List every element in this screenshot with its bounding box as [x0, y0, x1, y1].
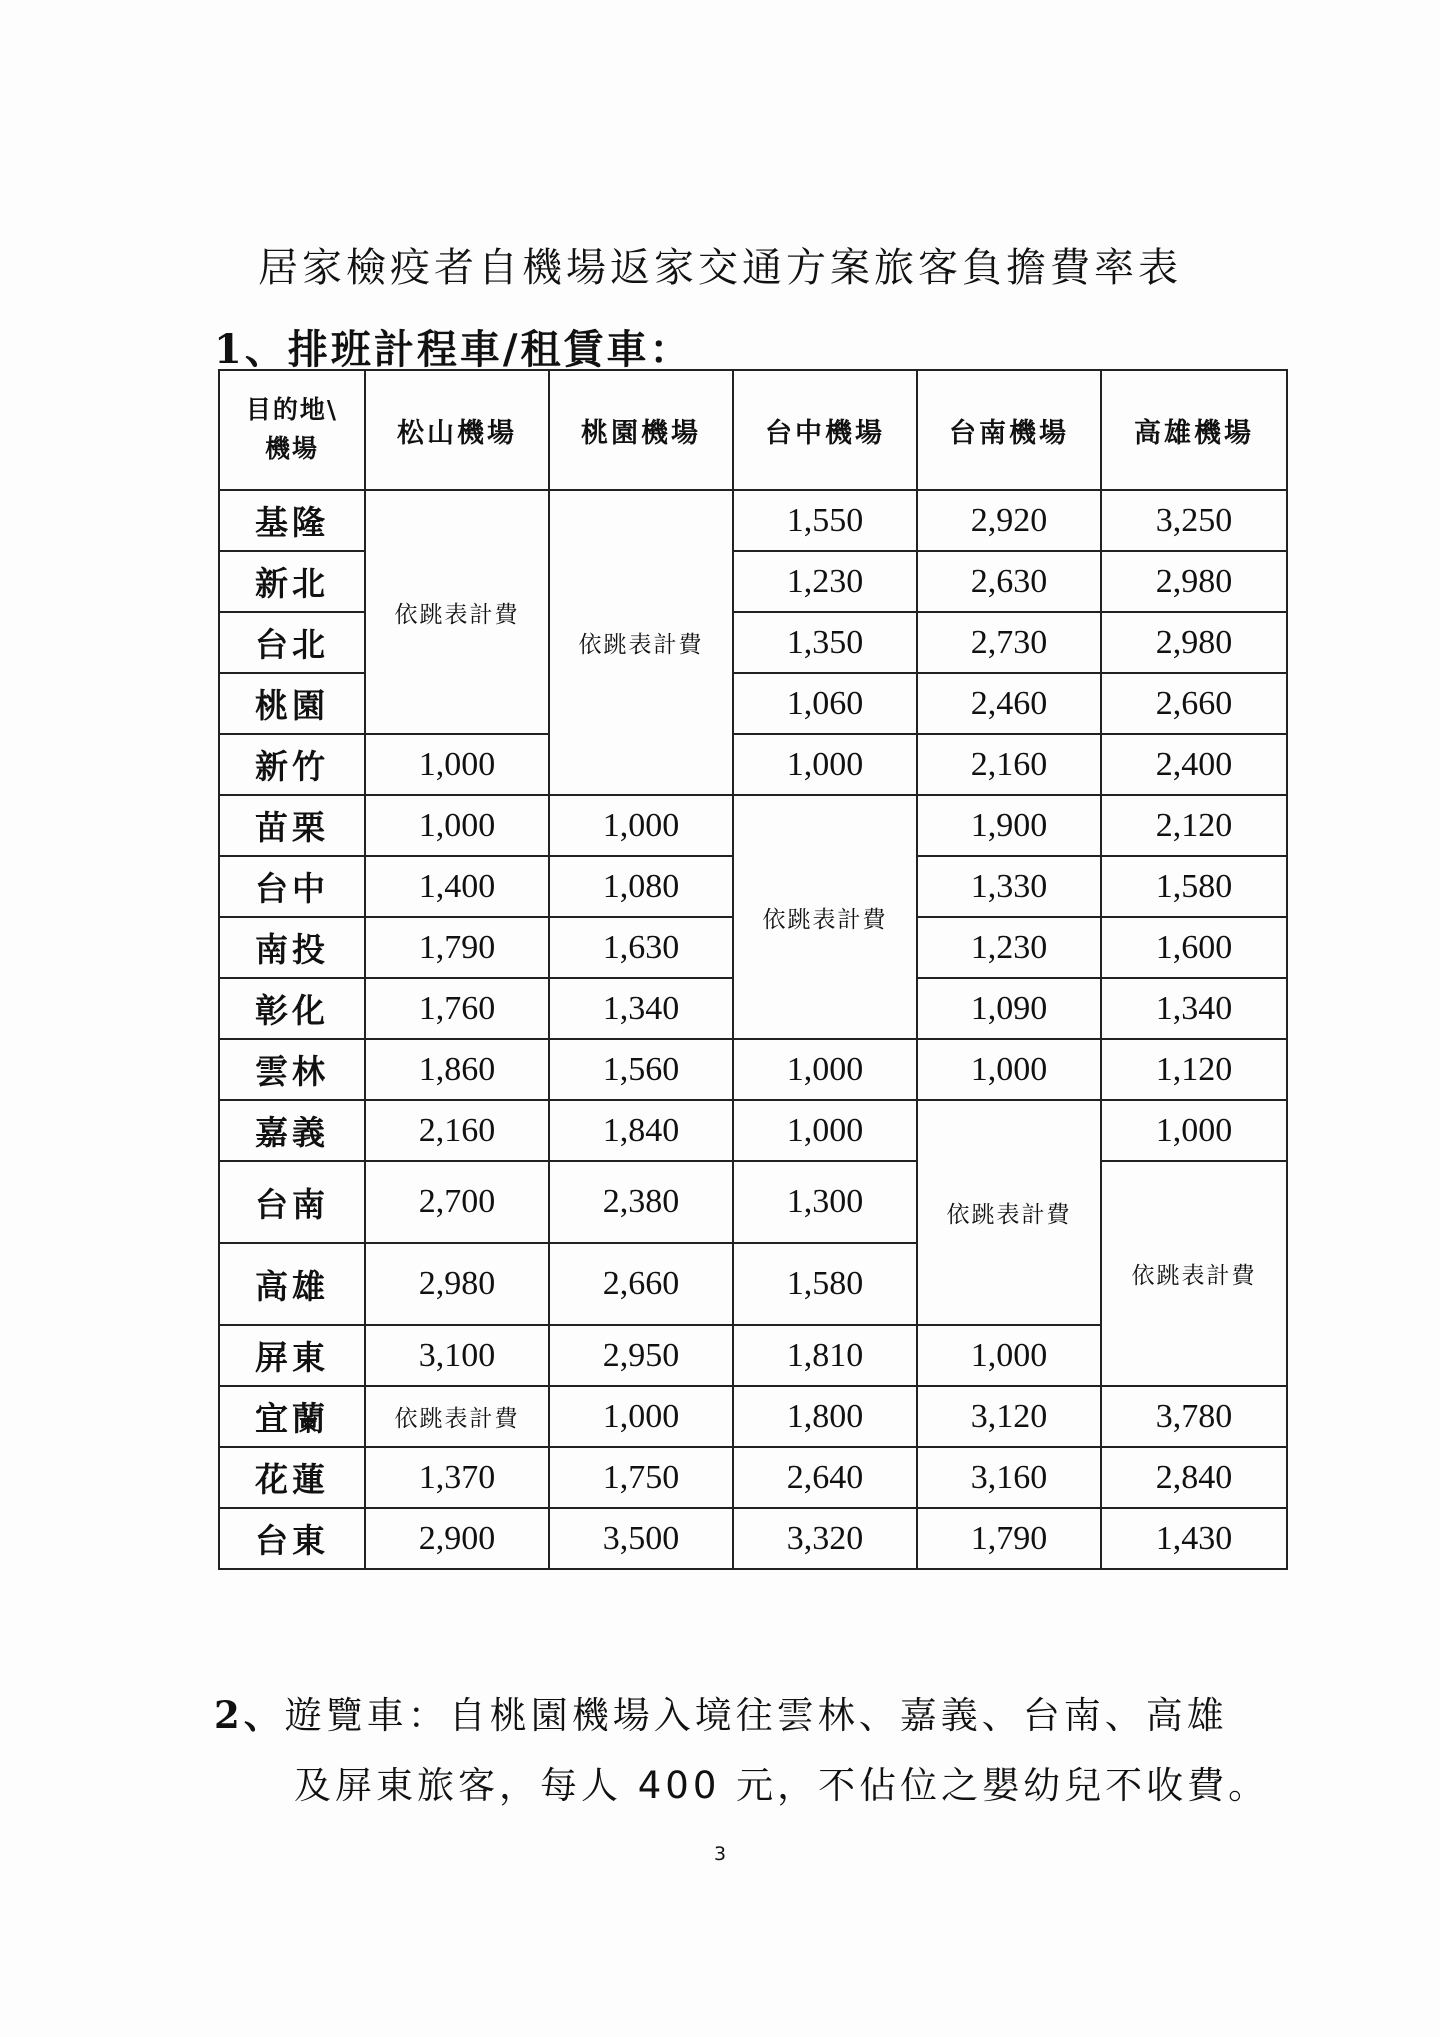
fare-cell: 2,380 [549, 1161, 733, 1243]
fare-cell: 1,750 [549, 1447, 733, 1508]
table-row [219, 1100, 1287, 1161]
destination-cell: 台東 [219, 1508, 365, 1569]
table-row [219, 1508, 1287, 1569]
fare-cell: 1,550 [733, 490, 917, 551]
fare-cell: 2,640 [733, 1447, 917, 1508]
section-1-heading: 1、排班計程車/租賃車： [214, 326, 693, 373]
destination-cell: 新北 [219, 551, 365, 612]
fare-cell: 2,160 [365, 1100, 549, 1161]
fare-cell: 2,660 [549, 1243, 733, 1325]
fare-cell: 1,790 [365, 917, 549, 978]
fare-cell: 1,860 [365, 1039, 549, 1100]
fare-cell: 1,760 [365, 978, 549, 1039]
section-2-note [214, 1680, 1314, 1821]
table-row [219, 734, 1287, 795]
fare-cell: 1,630 [549, 917, 733, 978]
fare-cell: 3,500 [549, 1508, 733, 1569]
meter-fare-cell: 依跳表計費 [917, 1100, 1101, 1325]
fare-cell: 2,980 [1101, 612, 1287, 673]
destination-cell: 台中 [219, 856, 365, 917]
fare-cell: 2,920 [917, 490, 1101, 551]
destination-cell: 台南 [219, 1161, 365, 1243]
section-2-line-1: 遊覽車：自桃園機場入境往雲林、嘉義、台南、高雄 [284, 1694, 1228, 1737]
destination-cell: 新竹 [219, 734, 365, 795]
fare-cell: 1,800 [733, 1386, 917, 1447]
destination-cell: 嘉義 [219, 1100, 365, 1161]
fare-cell: 1,600 [1101, 917, 1287, 978]
destination-cell: 基隆 [219, 490, 365, 551]
fare-cell: 1,430 [1101, 1508, 1287, 1569]
fare-cell: 1,300 [733, 1161, 917, 1243]
corner-label-airport: 機場 [264, 434, 319, 463]
destination-cell: 雲林 [219, 1039, 365, 1100]
fare-cell: 1,560 [549, 1039, 733, 1100]
destination-cell: 高雄 [219, 1243, 365, 1325]
destination-cell: 苗栗 [219, 795, 365, 856]
fare-cell: 2,460 [917, 673, 1101, 734]
fare-cell: 1,810 [733, 1325, 917, 1386]
fare-cell: 1,060 [733, 673, 917, 734]
fare-cell: 1,000 [917, 1325, 1101, 1386]
fare-cell: 3,120 [917, 1386, 1101, 1447]
meter-fare-cell: 依跳表計費 [365, 490, 549, 734]
destination-cell: 南投 [219, 917, 365, 978]
column-header-songshan: 松山機場 [365, 370, 549, 490]
fare-cell: 1,370 [365, 1447, 549, 1508]
corner-header [219, 370, 365, 490]
fare-cell: 1,000 [365, 795, 549, 856]
fare-cell: 1,090 [917, 978, 1101, 1039]
fare-cell: 1,340 [549, 978, 733, 1039]
fare-cell: 1,000 [733, 1100, 917, 1161]
fare-cell: 2,980 [365, 1243, 549, 1325]
section-2-line-2: 及屏東旅客，每人 400 元，不佔位之嬰幼兒不收費。 [294, 1764, 1270, 1807]
section-2-number: 2、 [214, 1693, 285, 1737]
fare-cell: 1,790 [917, 1508, 1101, 1569]
page-number: 3 [713, 1843, 727, 1865]
fare-cell: 1,120 [1101, 1039, 1287, 1100]
fare-cell: 3,780 [1101, 1386, 1287, 1447]
fare-cell: 1,000 [733, 734, 917, 795]
fare-cell: 1,330 [917, 856, 1101, 917]
fare-cell: 2,900 [365, 1508, 549, 1569]
table-row [219, 795, 1287, 856]
fare-cell: 1,900 [917, 795, 1101, 856]
fare-cell: 2,980 [1101, 551, 1287, 612]
table-row [219, 1386, 1287, 1447]
fare-cell: 2,120 [1101, 795, 1287, 856]
fare-cell: 1,580 [1101, 856, 1287, 917]
destination-cell: 彰化 [219, 978, 365, 1039]
meter-fare-cell: 依跳表計費 [1101, 1161, 1287, 1386]
destination-cell: 花蓮 [219, 1447, 365, 1508]
fare-cell: 1,080 [549, 856, 733, 917]
table-row [219, 1447, 1287, 1508]
fare-cell: 2,840 [1101, 1447, 1287, 1508]
destination-cell: 屏東 [219, 1325, 365, 1386]
fare-cell: 1,840 [549, 1100, 733, 1161]
fare-cell: 2,700 [365, 1161, 549, 1243]
fare-cell: 2,160 [917, 734, 1101, 795]
fare-cell: 1,000 [365, 734, 549, 795]
column-header-tainan: 台南機場 [917, 370, 1101, 490]
fare-cell: 1,000 [917, 1039, 1101, 1100]
fare-cell: 2,950 [549, 1325, 733, 1386]
fare-cell: 1,340 [1101, 978, 1287, 1039]
table-row [219, 1161, 1287, 1243]
fare-cell: 3,320 [733, 1508, 917, 1569]
meter-fare-cell: 依跳表計費 [549, 490, 733, 795]
fare-cell: 2,630 [917, 551, 1101, 612]
fare-table [218, 369, 1288, 1570]
fare-cell: 1,000 [733, 1039, 917, 1100]
table-row [219, 490, 1287, 551]
table-row [219, 1039, 1287, 1100]
fare-cell: 3,160 [917, 1447, 1101, 1508]
table-header-row [219, 370, 1287, 490]
document-title: 居家檢疫者自機場返家交通方案旅客負擔費率表 [258, 245, 1182, 291]
corner-label-destination: 目的地\ [245, 395, 339, 425]
column-header-kaohsiung: 高雄機場 [1101, 370, 1287, 490]
fare-cell: 1,230 [917, 917, 1101, 978]
fare-cell: 3,250 [1101, 490, 1287, 551]
fare-cell: 2,730 [917, 612, 1101, 673]
destination-cell: 台北 [219, 612, 365, 673]
fare-cell: 2,660 [1101, 673, 1287, 734]
meter-fare-cell: 依跳表計費 [733, 795, 917, 1039]
fare-cell: 3,100 [365, 1325, 549, 1386]
fare-cell: 1,230 [733, 551, 917, 612]
column-header-taichung: 台中機場 [733, 370, 917, 490]
fare-cell: 1,400 [365, 856, 549, 917]
fare-cell: 1,000 [1101, 1100, 1287, 1161]
meter-fare-cell: 依跳表計費 [365, 1386, 549, 1447]
destination-cell: 宜蘭 [219, 1386, 365, 1447]
fare-cell: 1,350 [733, 612, 917, 673]
column-header-taoyuan: 桃園機場 [549, 370, 733, 490]
fare-cell: 1,000 [549, 795, 733, 856]
fare-cell: 1,000 [549, 1386, 733, 1447]
fare-cell: 1,580 [733, 1243, 917, 1325]
destination-cell: 桃園 [219, 673, 365, 734]
fare-cell: 2,400 [1101, 734, 1287, 795]
